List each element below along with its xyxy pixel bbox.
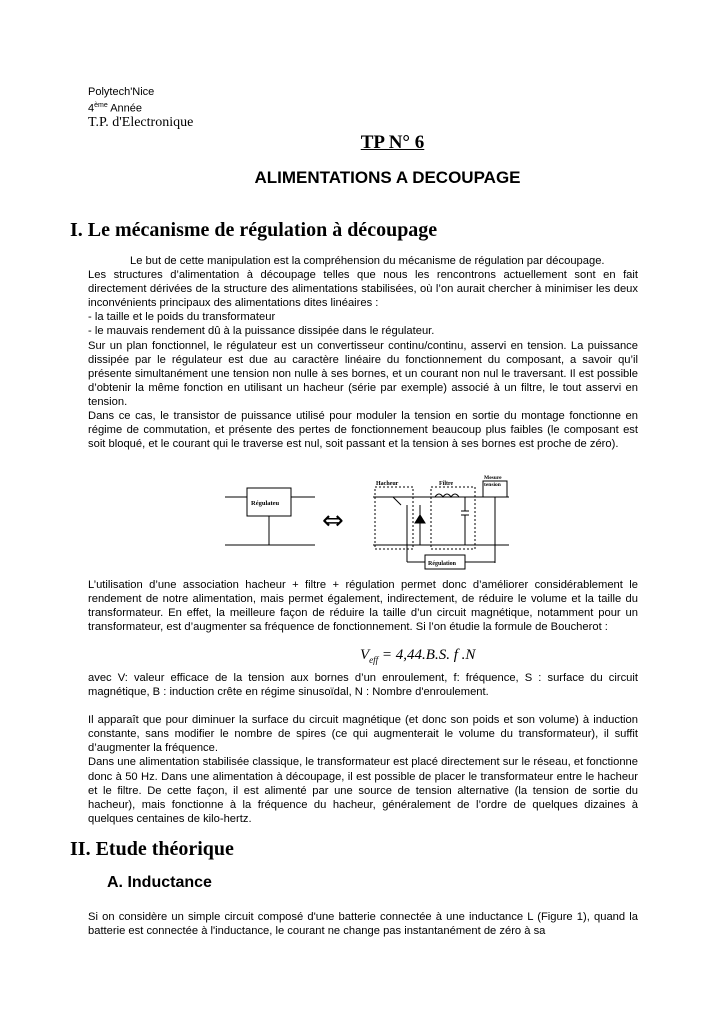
section-1-body-top <box>88 254 638 451</box>
paragraph: Le but de cette manipulation est la compréhension du mécanisme de régulation par découpage. <box>130 255 605 267</box>
year-number: 4 <box>88 102 95 115</box>
paragraph: - la taille et le poids du transformateur <box>88 311 276 324</box>
school-name: Polytech'Nice <box>88 86 155 98</box>
chopper-label: Hacheur <box>376 481 399 487</box>
course-name: T.P. d'Electronique <box>88 115 194 130</box>
paragraph: Si on considère un simple circuit composé d'une batterie connectée à une inductance L (Figure 1), quand la batterie est connectée à l'inductance, le courant ne change pas instantanément de zéro à sa <box>88 911 638 938</box>
paragraph: Il apparaît que pour diminuer la surface du circuit magnétique (et donc son poids et son volume) à induction constante, sans modifier le nombre de spires (ce qui augmenterait le volume du transformateur), il suffit d’augmenter la fréquence. <box>88 714 638 755</box>
paragraph: - le mauvais rendement dû à la puissance dissipée dans le régulateur. <box>88 325 435 338</box>
tp-number-title: TP N° 6 <box>360 132 425 153</box>
year-superscript: ème <box>94 102 108 109</box>
formula-subscript: eff <box>369 655 379 665</box>
filter-label: Filtre <box>439 481 454 487</box>
voltage-label: tension <box>484 482 501 488</box>
paragraph: Les structures d’alimentation à découpage telles que nous les rencontrons actuellement sont en fait directement dérivées de la structure des alimentations stabilisées, où l’on aurait chercher à minimiser les deux inconvénients principaux des alimentations dites linéaires : <box>88 269 638 310</box>
section-1-body-mid <box>88 578 638 634</box>
section-2-heading: II. Etude théorique <box>70 838 234 860</box>
boucherot-formula <box>360 647 475 665</box>
regulator-equivalence-diagram <box>225 475 515 575</box>
year-word: Année <box>110 102 143 115</box>
section-1-heading: I. Le mécanisme de régulation à découpage <box>70 219 438 241</box>
subsection-a-heading: A. Inductance <box>107 874 212 891</box>
main-title: ALIMENTATIONS A DECOUPAGE <box>254 168 521 187</box>
paragraph: Sur un plan fonctionnel, le régulateur est un convertisseur continu/continu, asservi en tension. La puissance dissipée par le régulateur est due au caractère linéaire du fonctionnement du composant, a savoir qu’il présente simultanément une tension non nulle à ses bornes, et un courant non nul le traversant. Il est possible d’obtenir la même fonction en utilisant un hacheur (série par exemple) associé à un filtre, le tout asservi en tension. <box>88 339 638 408</box>
measure-label: Mesure <box>484 475 502 481</box>
paragraph: Dans ce cas, le transistor de puissance utilisé pour moduler la tension en sortie du montage fonctionne en régime de commutation, et présente des pertes de fonctionnement beaucoup plus faibles (le composant est soit bloqué, et le courant qui le traverse est nul, soit passant et la tension à ses bornes est proche de zéro). <box>88 410 638 451</box>
paragraph: avec V: valeur efficace de la tension aux bornes d’un enroulement, f: fréquence, S : surface du circuit magnétique, B : induction crête en régime sinusoïdal, N : Nombre d'enroulement. <box>88 672 638 699</box>
regulator-label: Régulateu <box>251 500 280 507</box>
switching-regulator-block <box>373 481 509 569</box>
equivalence-arrow-icon: ⇔ <box>322 506 344 536</box>
paragraph: L’utilisation d’une association hacheur + filtre + régulation permet donc d’améliorer considérablement le rendement de notre alimentation, mais permet également, indirectement, de réduire le volume et la taille du transformateur. En effet, la meilleure façon de réduire la taille d’un circuit magnétique, notamment pour un transformateur, est d’augmenter sa fréquence de fonctionnement. Si l’on étudie la formule de Boucherot : <box>88 579 638 634</box>
year-line <box>88 99 142 116</box>
linear-regulator-block <box>225 488 315 545</box>
formula-rest: = 4,44.B.S. f .N <box>378 647 476 663</box>
section-1-body-bottom <box>88 671 638 826</box>
section-2-body <box>88 910 638 938</box>
regulation-label: Régulation <box>428 561 457 567</box>
paragraph: Dans une alimentation stabilisée classique, le transformateur est placé directement sur le réseau, et fonctionne donc à 50 Hz. Dans une alimentation à découpage, il est possible de placer le transformateur entre le hacheur et le filtre. De cette façon, il est alimenté par une source de tension alternative (la tension de sortie du hacheur), mais fonctionne à la fréquence du hacheur, généralement de l’ordre de quelques dizaines à quelques centaines de kilo-hertz. <box>88 756 638 825</box>
formula-v: V <box>360 647 370 663</box>
